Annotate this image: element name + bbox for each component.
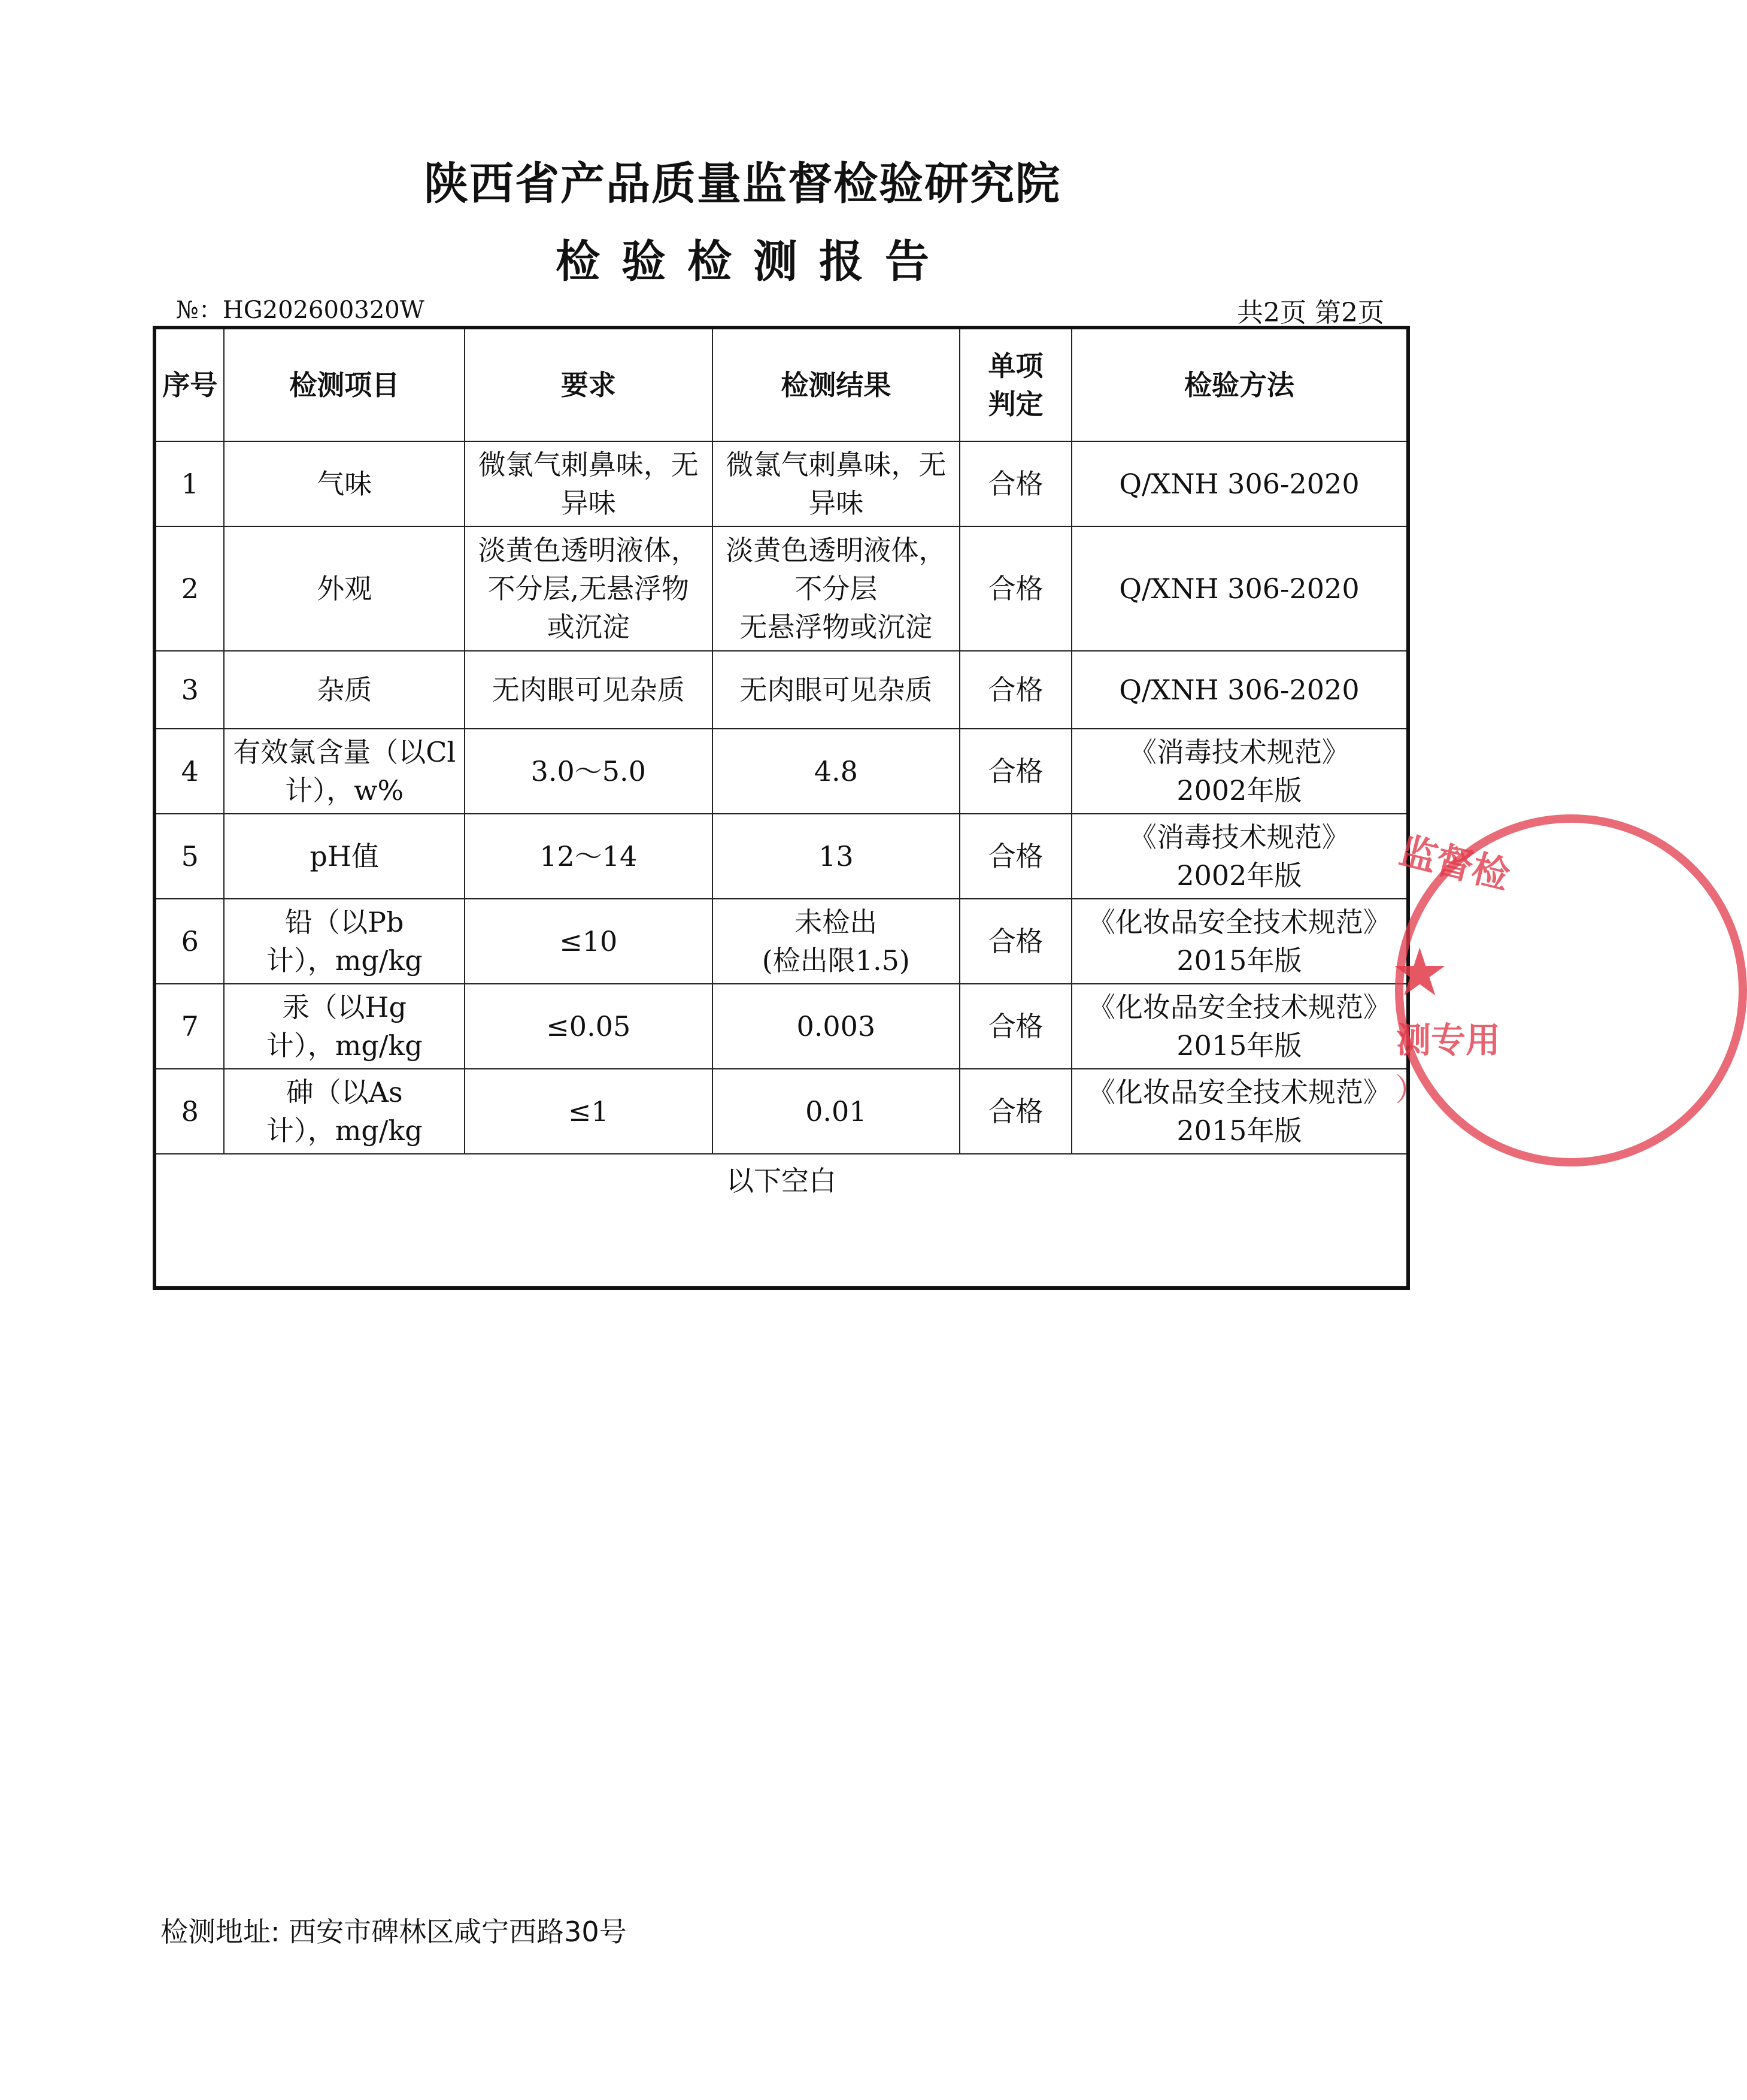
cell-method — [1072, 899, 1408, 984]
cell-judgement: 合格 — [960, 1069, 1072, 1154]
header-requirement: 要求 — [465, 328, 712, 441]
cell-method — [1072, 729, 1408, 814]
cell-method — [1072, 1069, 1408, 1154]
cell-item — [224, 899, 465, 984]
cell-judgement: 合格 — [960, 651, 1072, 729]
seal-text-mid: 测专用 — [1396, 1020, 1501, 1060]
cell-line: 微氯气刺鼻味，无 — [726, 449, 947, 481]
table-row — [154, 984, 1408, 1069]
cell-item: 气味 — [224, 441, 465, 526]
table-row — [154, 441, 1408, 526]
cell-line: 《消毒技术规范》 — [1129, 736, 1349, 768]
cell-line: 无肉眼可见杂质 — [492, 674, 685, 706]
cell-seq: 7 — [154, 984, 224, 1069]
cell-line: 2002年版 — [1176, 859, 1302, 892]
header-seq: 序号 — [154, 328, 224, 441]
page-info: 共2页 第2页 — [1237, 298, 1384, 328]
cell-line: 0.003 — [796, 1010, 876, 1043]
cell-result — [712, 441, 960, 526]
header-judgement — [960, 328, 1072, 441]
cell-line: 13 — [818, 840, 854, 872]
cell-method — [1072, 984, 1408, 1069]
cell-item — [224, 729, 465, 814]
seal-star-icon: ★ — [1390, 934, 1449, 1011]
cell-item: 外观 — [224, 526, 465, 651]
cell-line: 计），mg/kg — [266, 944, 423, 977]
cell-line: 3.0～5.0 — [530, 755, 646, 787]
cell-line: 《化妆品安全技术规范》 — [1087, 906, 1391, 938]
cell-seq: 3 — [154, 651, 224, 729]
cell-line: 0.01 — [805, 1095, 867, 1128]
header-item: 检测项目 — [224, 328, 465, 441]
cell-requirement — [465, 651, 712, 729]
table-row — [154, 1069, 1408, 1154]
blank-row — [154, 1154, 1408, 1288]
table-row — [154, 729, 1408, 814]
cell-requirement — [465, 814, 712, 899]
cell-line: pH值 — [310, 840, 379, 872]
cell-line: ≤1 — [568, 1095, 609, 1128]
cell-seq: 8 — [154, 1069, 224, 1154]
table-row — [154, 651, 1408, 729]
institute-title: 陕西省产品质量监督检验研究院 — [424, 158, 1061, 210]
table-row — [154, 526, 1408, 651]
cell-line: 不分层 — [794, 572, 878, 605]
cell-line: 2002年版 — [1176, 774, 1302, 807]
table-header-row — [154, 328, 1408, 441]
cell-line: 《消毒技术规范》 — [1129, 821, 1349, 853]
cell-judgement: 合格 — [960, 441, 1072, 526]
cell-line: 12～14 — [539, 840, 638, 872]
cell-result — [712, 984, 960, 1069]
cell-line: 计），mg/kg — [266, 1029, 423, 1062]
cell-method — [1072, 814, 1408, 899]
cell-line: Q/XNH 306-2020 — [1119, 572, 1360, 605]
cell-judgement: 合格 — [960, 526, 1072, 651]
cell-result — [712, 729, 960, 814]
cell-line: (检出限1.5) — [762, 944, 910, 977]
cell-line: 2015年版 — [1176, 1029, 1302, 1062]
cell-line: 未检出 — [794, 906, 878, 938]
cell-seq: 1 — [154, 441, 224, 526]
cell-judgement: 合格 — [960, 899, 1072, 984]
cell-line: 有效氯含量（以Cl — [233, 736, 456, 768]
cell-line: 砷（以As — [286, 1076, 403, 1108]
cell-result — [712, 526, 960, 651]
cell-method — [1072, 526, 1408, 651]
cell-line: 2015年版 — [1176, 944, 1302, 977]
cell-seq: 6 — [154, 899, 224, 984]
blank-note: 以下空白 — [154, 1154, 1408, 1288]
header-method: 检验方法 — [1072, 328, 1408, 441]
results-table — [153, 326, 1410, 1290]
cell-item: 杂质 — [224, 651, 465, 729]
cell-item — [224, 984, 465, 1069]
cell-judgement: 合格 — [960, 814, 1072, 899]
cell-line: ≤10 — [559, 925, 618, 957]
cell-line: 计），mg/kg — [266, 1114, 423, 1147]
cell-result — [712, 651, 960, 729]
report-number: №：HG202600320W — [176, 296, 424, 324]
cell-line: 4.8 — [814, 755, 858, 787]
table-row — [154, 814, 1408, 899]
cell-line: 或沉淀 — [547, 611, 630, 643]
cell-seq: 5 — [154, 814, 224, 899]
cell-item — [224, 1069, 465, 1154]
cell-line: 不分层,无悬浮物 — [487, 572, 690, 605]
cell-line: 2015年版 — [1176, 1114, 1302, 1147]
cell-line: 汞（以Hg — [282, 991, 407, 1023]
cell-line: 铅（以Pb — [285, 906, 404, 938]
cell-requirement — [465, 984, 712, 1069]
cell-requirement — [465, 899, 712, 984]
cell-requirement — [465, 729, 712, 814]
cell-requirement — [465, 441, 712, 526]
seal-text-top: 监督检 — [1395, 828, 1514, 898]
cell-line: ≤0.05 — [546, 1010, 631, 1043]
report-title: 检验检测报告 — [556, 236, 951, 287]
cell-seq: 2 — [154, 526, 224, 651]
cell-method — [1072, 651, 1408, 729]
cell-result — [712, 899, 960, 984]
cell-result — [712, 1069, 960, 1154]
cell-line: 异味 — [808, 487, 864, 519]
cell-line: Q/XNH 306-2020 — [1119, 468, 1360, 500]
cell-method — [1072, 441, 1408, 526]
test-address: 检测地址: 西安市碑林区咸宁西路30号 — [160, 1916, 627, 1948]
cell-seq: 4 — [154, 729, 224, 814]
cell-line: 淡黄色透明液体， — [478, 534, 699, 566]
seal-text-bottom: ） — [1395, 1072, 1427, 1108]
cell-line: 异味 — [560, 487, 616, 519]
cell-line: Q/XNH 306-2020 — [1119, 674, 1360, 706]
cell-requirement — [465, 526, 712, 651]
header-result: 检测结果 — [712, 328, 960, 441]
cell-judgement: 合格 — [960, 984, 1072, 1069]
cell-item — [224, 814, 465, 899]
cell-requirement — [465, 1069, 712, 1154]
cell-line: 微氯气刺鼻味，无 — [478, 449, 699, 481]
cell-line: 计），w% — [285, 774, 404, 807]
cell-result — [712, 814, 960, 899]
cell-line: 《化妆品安全技术规范》 — [1087, 991, 1391, 1023]
cell-line: 《化妆品安全技术规范》 — [1087, 1076, 1391, 1108]
cell-line: 无肉眼可见杂质 — [739, 674, 933, 706]
cell-line: 淡黄色透明液体， — [726, 534, 947, 566]
table-row — [154, 899, 1408, 984]
cell-line: 无悬浮物或沉淀 — [739, 611, 933, 643]
cell-judgement: 合格 — [960, 729, 1072, 814]
header-judgement-text: 单项判定 — [988, 350, 1044, 420]
